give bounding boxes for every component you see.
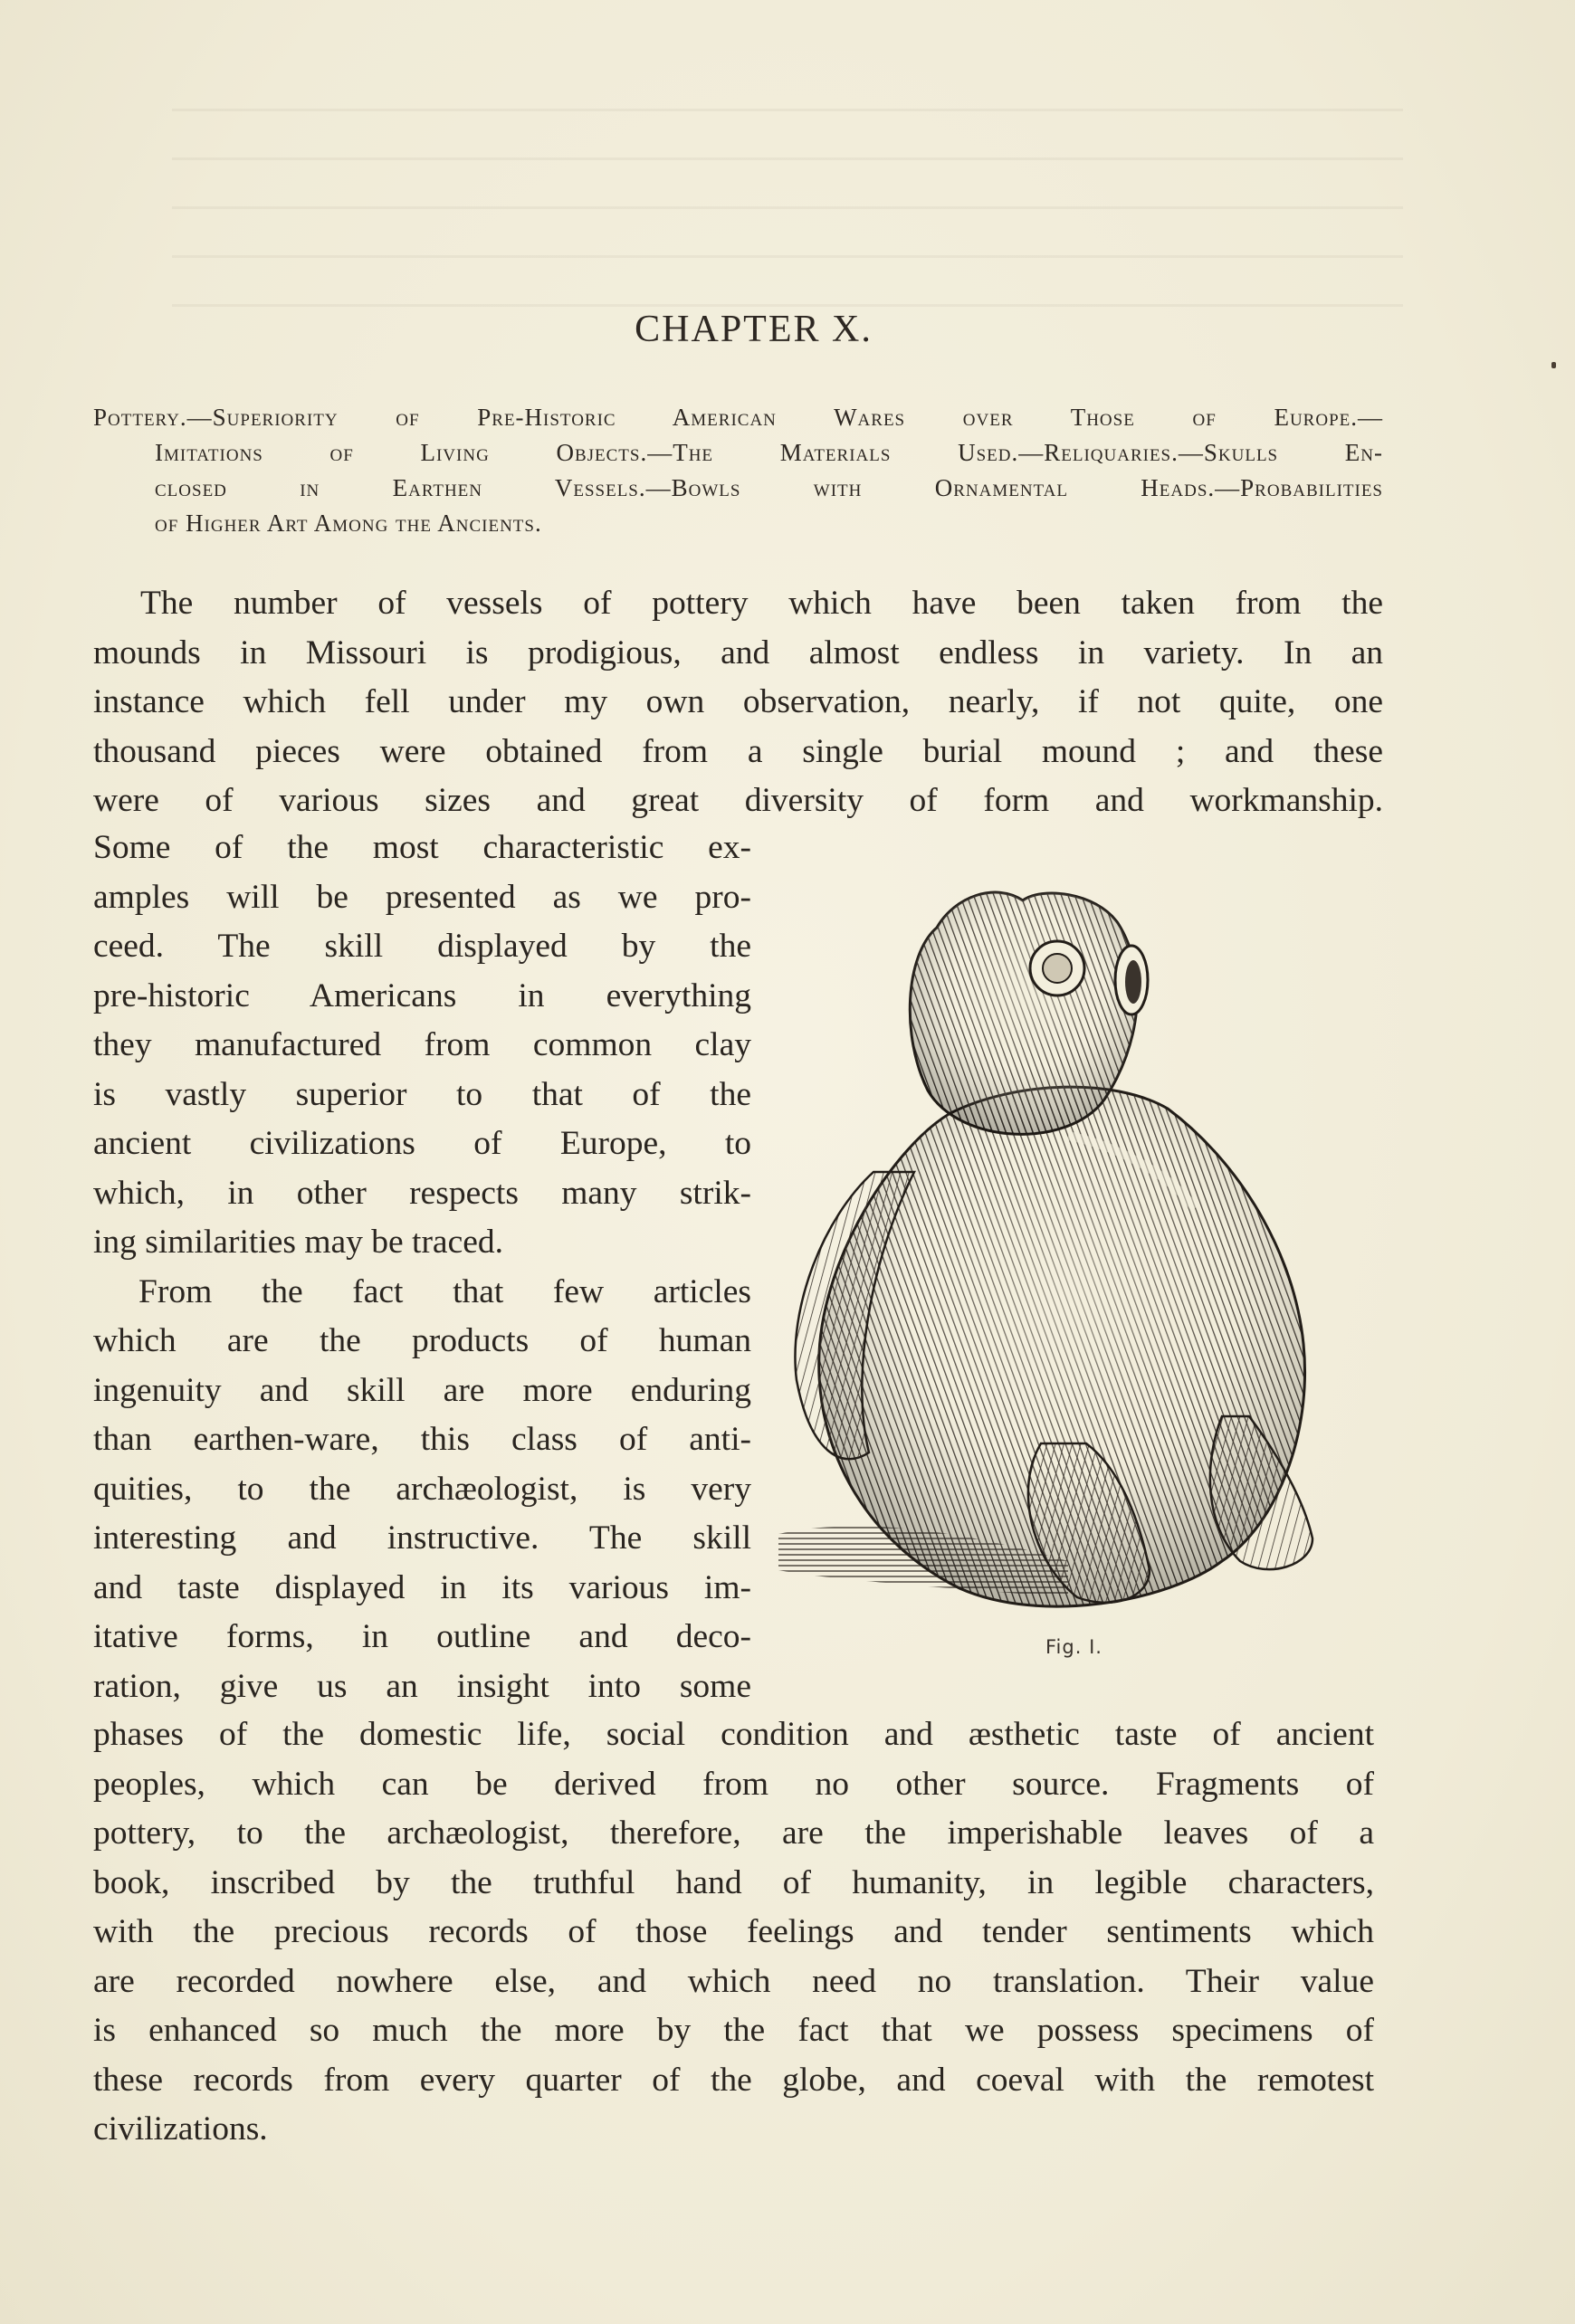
paragraph-intro — [93, 579, 1383, 826]
text-column-beside-figure — [93, 824, 751, 1711]
chapter-title: CHAPTER X. — [635, 309, 873, 350]
chapter-summary — [93, 400, 1383, 541]
vessel-spout-opening — [1125, 960, 1141, 1004]
figure-effigy-vessel — [769, 873, 1358, 1624]
text-line: they manufactured from common clay — [93, 1026, 751, 1063]
text-line: are recorded nowhere else, and which need no translation. Their value — [93, 1962, 1374, 2000]
text-line: is enhanced so much the more by the fact that we possess specimens of — [93, 2012, 1374, 2049]
figure-caption: Fig. I. — [1045, 1636, 1102, 1658]
text-line: interesting and instructive. The skill — [93, 1519, 751, 1557]
text-line: thousand pieces were obtained from a single burial mound ; and these — [93, 732, 1383, 770]
text-line: pottery, to the archæologist, therefore, are the imperishable leaves of a — [93, 1814, 1374, 1852]
summary-line: of Higher Art Among the Ancients. — [155, 510, 542, 537]
text-line: From the fact that few articles — [138, 1272, 751, 1310]
text-line: quities, to the archæologist, is very — [93, 1470, 751, 1508]
text-line: ration, give us an insight into some — [93, 1667, 751, 1705]
text-line: which, in other respects many strik- — [93, 1174, 751, 1212]
text-line: and taste displayed in its various im- — [93, 1568, 751, 1606]
text-line: ancient civilizations of Europe, to — [93, 1125, 751, 1162]
text-line: these records from every quarter of the globe, and coeval with the remotest — [93, 2061, 1374, 2099]
text-line: pre-historic Americans in everything — [93, 976, 751, 1014]
text-line: civilizations. — [93, 2110, 268, 2148]
text-line: Some of the most characteristic ex- — [93, 829, 751, 866]
text-line: than earthen-ware, this class of anti- — [93, 1421, 751, 1458]
text-line: ing similarities may be traced. — [93, 1224, 503, 1261]
text-line: mounds in Missouri is prodigious, and almost endless in variety. In an — [93, 633, 1383, 671]
vessel-head-shade — [910, 892, 1137, 1134]
summary-line: closed in Earthen Vessels.—Bowls with Ornamental Heads.—Probabilities — [155, 474, 1383, 501]
text-line: is vastly superior to that of the — [93, 1075, 751, 1113]
effigy-vessel-illustration — [769, 873, 1358, 1624]
text-line: itative forms, in outline and deco- — [93, 1618, 751, 1655]
paragraph-conclusion — [93, 1710, 1374, 2155]
paper-speck — [1551, 362, 1556, 368]
summary-line: Imitations of Living Objects.—The Materials Used.—Reliquaries.—Skulls En- — [155, 439, 1383, 466]
text-line: peoples, which can be derived from no other source. Fragments of — [93, 1765, 1374, 1803]
text-line: ceed. The skill displayed by the — [93, 928, 751, 965]
text-line: The number of vessels of pottery which have been taken from the — [140, 585, 1383, 622]
text-line: amples will be presented as we pro- — [93, 878, 751, 916]
text-line: phases of the domestic life, social condition and æsthetic taste of ancient — [93, 1716, 1374, 1753]
summary-line: Pottery.—Superiority of Pre-Historic American Wares over Those of Europe.— — [93, 404, 1383, 431]
vessel-eye-pupil — [1043, 954, 1072, 983]
text-line: which are the products of human — [93, 1322, 751, 1359]
text-line: ingenuity and skill are more enduring — [93, 1371, 751, 1409]
text-line: with the precious records of those feelings and tender sentiments which — [93, 1913, 1374, 1950]
text-line: book, inscribed by the truthful hand of humanity, in legible characters, — [93, 1863, 1374, 1901]
text-line: instance which fell under my own observation, nearly, if not quite, one — [93, 683, 1383, 720]
text-line: were of various sizes and great diversity of form and workmanship. — [93, 782, 1383, 819]
